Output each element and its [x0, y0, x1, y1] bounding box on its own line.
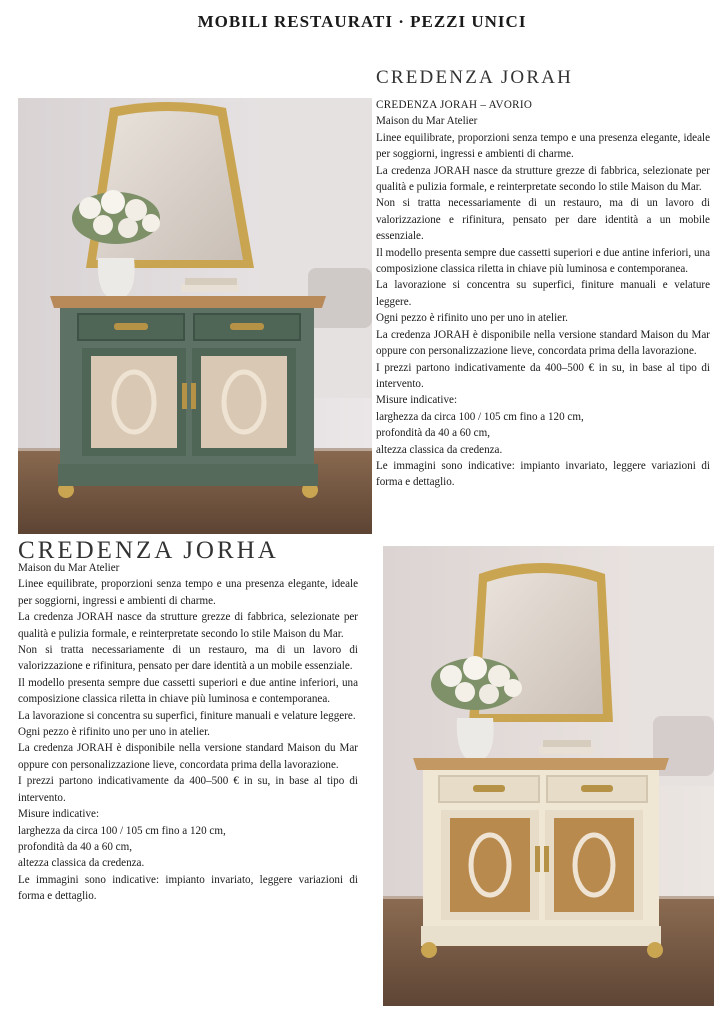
- paragraph: Linee equilibrate, proporzioni senza tempo e una presenza elegante, ideale per soggiorni, ingressi e ambienti di charme.: [376, 131, 710, 161]
- paragraph: Maison du Mar Atelier: [376, 115, 478, 128]
- paragraph: Il modello presenta sempre due cassetti superiori e due antine inferiori, una composizione classica riletta in chiave più luminosa e contemporanea.: [376, 246, 710, 276]
- paragraph: La lavorazione si concentra su superfici, finiture manuali e velature leggere.: [376, 279, 710, 308]
- paragraph: Non si tratta necessariamente di un restauro, ma di un lavoro di valorizzazione e rifinitura, pensato per dare identità a un mobile essenziale.: [376, 197, 710, 243]
- section-b-title: CREDENZA JORHA: [18, 537, 279, 564]
- page-header: MOBILI RESTAURATI · PEZZI UNICI: [197, 12, 527, 31]
- paragraph: I prezzi partono indicativamente da 400–500 € in su, in base al tipo di intervento.: [376, 361, 710, 390]
- paragraph: Misure indicative:: [18, 808, 100, 821]
- paragraph: Maison du Mar Atelier: [18, 562, 120, 574]
- paragraph: Ogni pezzo è rifinito uno per uno in atelier.: [18, 726, 210, 739]
- paragraph: Le immagini sono indicative: impianto invariato, leggere variazioni di forma e dettaglio.: [18, 873, 358, 903]
- green-credenza-photo: [18, 98, 372, 534]
- section-a-subtitle: CREDENZA JORAH – AVORIO: [376, 99, 533, 111]
- paragraph: Il modello presenta sempre due cassetti superiori e due antine inferiori, una composizione classica riletta in chiave più luminosa e contemporanea.: [18, 676, 358, 706]
- section-a-description: [376, 97, 710, 491]
- paragraph: Le immagini sono indicative: impianto invariato, leggere variazioni di forma e dettaglio.: [376, 459, 710, 489]
- section-a-title: CREDENZA JORAH: [376, 67, 574, 88]
- paragraph: Ogni pezzo è rifinito uno per uno in atelier.: [376, 312, 568, 325]
- paragraph: larghezza da circa 100 / 105 cm fino a 120 cm,: [376, 410, 584, 423]
- paragraph: profondità da 40 a 60 cm,: [18, 840, 132, 853]
- paragraph: La credenza JORAH è disponibile nella versione standard Maison du Mar oppure con personalizzazione lieve, concordata prima della lavorazione.: [376, 328, 710, 358]
- paragraph: La credenza JORAH nasce da strutture grezze di fabbrica, selezionate per qualità e pulizia formale, e reinterpretate secondo lo stile Maison du Mar.: [18, 611, 358, 640]
- paragraph: Linee equilibrate, proporzioni senza tempo e una presenza elegante, ideale per soggiorni, ingressi e ambienti di charme.: [18, 578, 358, 607]
- paragraph: altezza classica da credenza.: [376, 443, 503, 456]
- ivory-credenza-photo: [383, 546, 714, 1006]
- paragraph: La credenza JORAH nasce da strutture grezze di fabbrica, selezionate per qualità e pulizia formale, e reinterpretate secondo lo stile Maison du Mar.: [376, 164, 710, 194]
- paragraph: altezza classica da credenza.: [18, 857, 145, 870]
- paragraph: I prezzi partono indicativamente da 400–500 € in su, in base al tipo di intervento.: [18, 775, 358, 804]
- paragraph: larghezza da circa 100 / 105 cm fino a 120 cm,: [18, 824, 226, 837]
- paragraph: Misure indicative:: [376, 394, 458, 407]
- paragraph: La lavorazione si concentra su superfici, finiture manuali e velature leggere.: [18, 709, 356, 722]
- paragraph: profondità da 40 a 60 cm,: [376, 427, 490, 440]
- paragraph: Non si tratta necessariamente di un restauro, ma di un lavoro di valorizzazione e rifinitura, pensato per dare identità a un mobile essenziale.: [18, 644, 358, 673]
- section-b-description: [18, 560, 358, 905]
- paragraph: La credenza JORAH è disponibile nella versione standard Maison du Mar oppure con personalizzazione lieve, concordata prima della lavorazione.: [18, 742, 358, 771]
